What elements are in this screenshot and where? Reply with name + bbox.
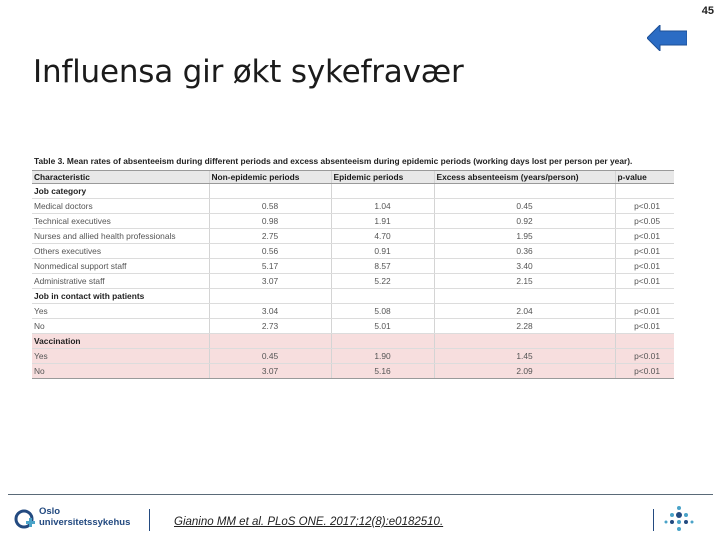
header-characteristic: Characteristic — [32, 171, 209, 184]
header-epidemic: Epidemic periods — [331, 171, 434, 184]
table-header-row — [32, 171, 674, 184]
non-epidemic-value: 5.17 — [209, 259, 331, 274]
excess-value: 3.40 — [434, 259, 615, 274]
row-label: Yes — [32, 304, 209, 319]
excess-value: 2.09 — [434, 364, 615, 379]
non-epidemic-value: 3.04 — [209, 304, 331, 319]
footer-divider — [149, 509, 150, 531]
epidemic-value: 5.16 — [331, 364, 434, 379]
group-label: Job category — [32, 184, 209, 199]
table-row — [32, 319, 674, 334]
non-epidemic-value: 3.07 — [209, 364, 331, 379]
table-row — [32, 349, 674, 364]
excess-value: 2.04 — [434, 304, 615, 319]
logo-text — [39, 506, 130, 528]
citation-link[interactable]: Gianino MM et al. PLoS ONE. 2017;12(8):e0182510. — [174, 516, 444, 528]
footer — [8, 494, 713, 540]
excess-value: 1.45 — [434, 349, 615, 364]
p-value: p<0.01 — [615, 349, 674, 364]
dots-pattern-icon — [663, 505, 695, 537]
hospital-logo — [13, 505, 153, 535]
row-label: Nurses and allied health professionals — [32, 229, 209, 244]
header-p-value: p-value — [615, 171, 674, 184]
epidemic-value: 4.70 — [331, 229, 434, 244]
left-arrow-icon[interactable] — [647, 25, 687, 51]
p-value: p<0.01 — [615, 274, 674, 289]
non-epidemic-value: 3.07 — [209, 274, 331, 289]
row-label: No — [32, 364, 209, 379]
non-epidemic-value: 0.45 — [209, 349, 331, 364]
absenteeism-table — [32, 156, 674, 379]
non-epidemic-value: 0.58 — [209, 199, 331, 214]
table-row — [32, 274, 674, 289]
group-label: Vaccination — [32, 334, 209, 349]
header-excess: Excess absenteeism (years/person) — [434, 171, 615, 184]
epidemic-value: 1.04 — [331, 199, 434, 214]
epidemic-value: 0.91 — [331, 244, 434, 259]
logo-line-1: Oslo — [39, 506, 61, 517]
table-row — [32, 259, 674, 274]
non-epidemic-value: 2.73 — [209, 319, 331, 334]
header-non-epidemic: Non-epidemic periods — [209, 171, 331, 184]
footer-divider-right — [653, 509, 654, 531]
table-caption: Table 3. Mean rates of absenteeism during different periods and excess absenteeism during epidemic periods (working days lost per person per year). — [34, 156, 633, 166]
p-value: p<0.05 — [615, 214, 674, 229]
epidemic-value: 5.08 — [331, 304, 434, 319]
row-label: Yes — [32, 349, 209, 364]
p-value: p<0.01 — [615, 229, 674, 244]
excess-value: 2.28 — [434, 319, 615, 334]
p-value: p<0.01 — [615, 244, 674, 259]
non-epidemic-value: 2.75 — [209, 229, 331, 244]
p-value: p<0.01 — [615, 304, 674, 319]
logo-line-2: universitetssykehus — [39, 517, 131, 528]
group-label: Job in contact with patients — [32, 289, 209, 304]
table-row — [32, 229, 674, 244]
p-value: p<0.01 — [615, 319, 674, 334]
table-row — [32, 199, 674, 214]
excess-value: 0.92 — [434, 214, 615, 229]
excess-value: 2.15 — [434, 274, 615, 289]
group-row — [32, 289, 674, 304]
table-row — [32, 364, 674, 379]
epidemic-value: 1.90 — [331, 349, 434, 364]
slide-title: Influensa gir økt sykefravær — [33, 54, 464, 90]
table-row — [32, 304, 674, 319]
epidemic-value: 5.01 — [331, 319, 434, 334]
p-value: p<0.01 — [615, 199, 674, 214]
row-label: Others executives — [32, 244, 209, 259]
slide-number: 45 — [701, 5, 714, 17]
group-row — [32, 334, 674, 349]
epidemic-value: 1.91 — [331, 214, 434, 229]
non-epidemic-value: 0.56 — [209, 244, 331, 259]
epidemic-value: 8.57 — [331, 259, 434, 274]
table-row — [32, 214, 674, 229]
group-row — [32, 184, 674, 199]
table-row — [32, 244, 674, 259]
hospital-cross-icon — [13, 508, 37, 532]
p-value: p<0.01 — [615, 259, 674, 274]
excess-value: 0.45 — [434, 199, 615, 214]
non-epidemic-value: 0.98 — [209, 214, 331, 229]
excess-value: 0.36 — [434, 244, 615, 259]
excess-value: 1.95 — [434, 229, 615, 244]
p-value: p<0.01 — [615, 364, 674, 379]
row-label: Medical doctors — [32, 199, 209, 214]
row-label: Nonmedical support staff — [32, 259, 209, 274]
row-label: Technical executives — [32, 214, 209, 229]
epidemic-value: 5.22 — [331, 274, 434, 289]
row-label: No — [32, 319, 209, 334]
row-label: Administrative staff — [32, 274, 209, 289]
